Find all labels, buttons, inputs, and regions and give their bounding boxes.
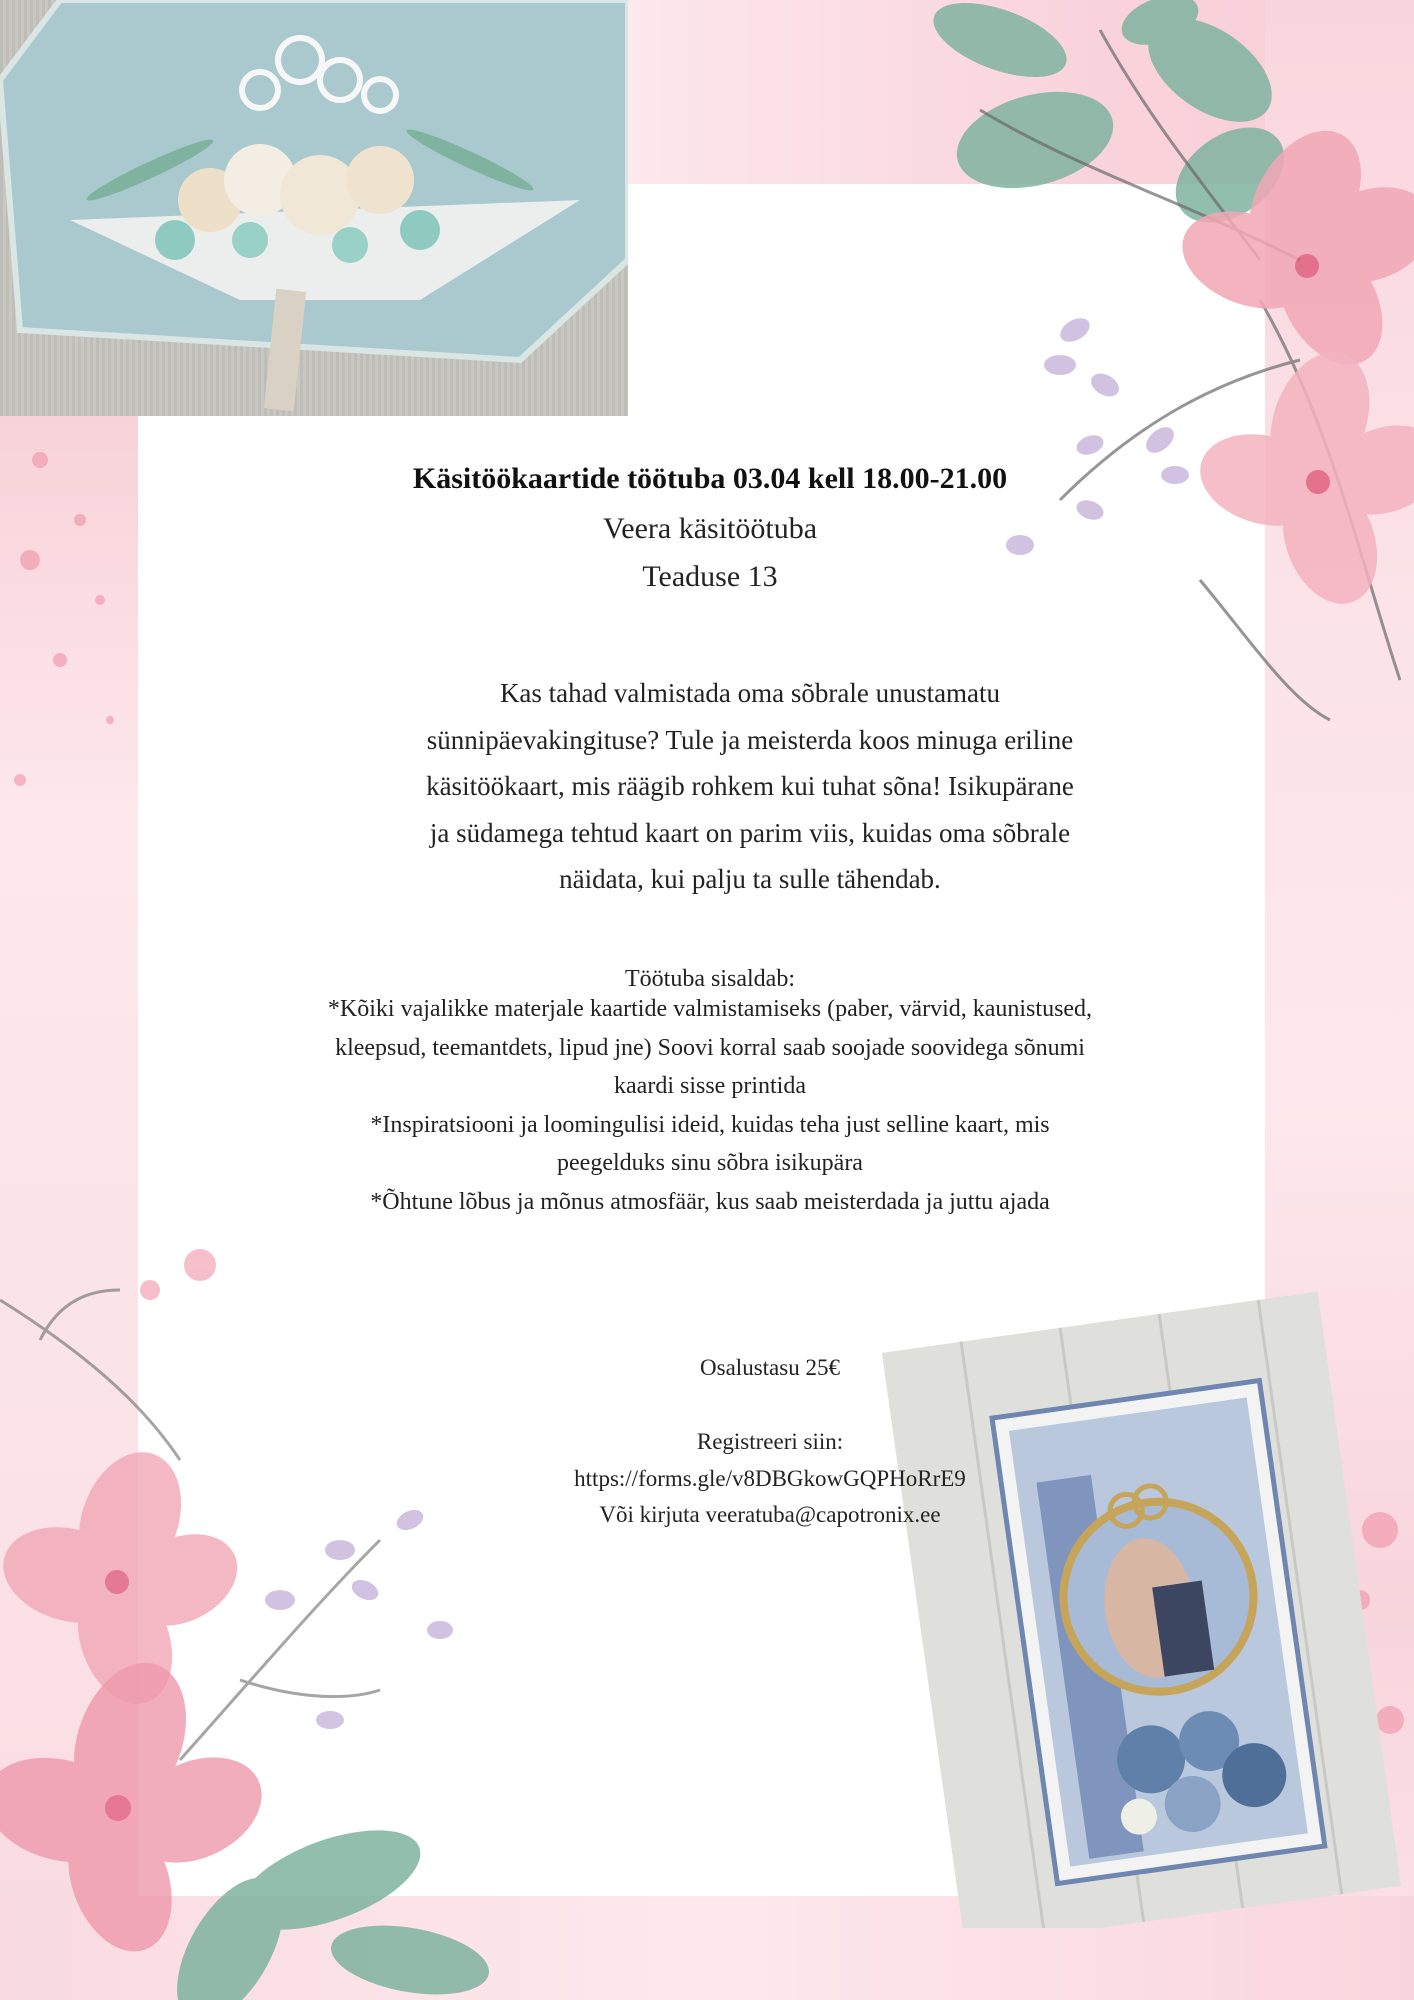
includes-line: *Kõiki vajalikke materjale kaartide valmistamiseks (paber, värvid, kaunistused, — [327, 996, 1093, 1022]
event-title: Käsitöökaartide töötuba 03.04 kell 18.00-21.00 — [412, 462, 1008, 495]
intro-line: Kas tahad valmistada oma sõbrale unustamatu — [499, 678, 1001, 708]
includes-heading: Töötuba sisaldab: — [625, 966, 795, 992]
intro-paragraph — [320, 670, 1180, 903]
intro-line: ja südamega tehtud kaart on parim viis, kuidas oma sõbrale — [429, 817, 1071, 848]
includes-line: kaardi sisse printida — [614, 1073, 806, 1099]
intro-line: käsitöökaart, mis räägib rohkem kui tuhat sõna! Isikupärane — [426, 771, 1074, 801]
includes-line: kleepsud, teemantdets, lipud jne) Soovi korral saab soojade soovidega sõnumi — [335, 1034, 1085, 1061]
includes-line: *Õhtune lõbus ja mõnus atmosfäär, kus saab meisterdada ja juttu ajada — [370, 1188, 1050, 1215]
flower-top-right-2 — [1190, 338, 1414, 617]
intro-line: näidata, kui palju ta sulle tähendab. — [559, 864, 941, 894]
photo-blue-rose-card — [0, 0, 628, 416]
register-link[interactable]: https://forms.gle/v8DBGkowGQPHoRrE9 — [574, 1466, 966, 1491]
participation-fee: Osalustasu 25€ — [700, 1355, 840, 1380]
includes-list — [200, 990, 1220, 1221]
venue-name: Veera käsitöötuba — [602, 512, 818, 545]
includes-line: peegelduks sinu sõbra isikupära — [557, 1150, 863, 1176]
includes-line: *Inspiratsiooni ja loomingulisi ideid, kuidas teha just selline kaart, mis — [370, 1111, 1050, 1138]
register-label: Registreeri siin: — [696, 1429, 844, 1454]
intro-line: sünnipäevakingituse? Tule ja meisterda koos minuga eriline — [426, 724, 1074, 755]
venue-address: Teaduse 13 — [642, 560, 778, 593]
leaf-cluster-top-right — [924, 0, 1302, 242]
register-email-line[interactable]: Või kirjuta veeratuba@capotronix.ee — [599, 1502, 941, 1527]
